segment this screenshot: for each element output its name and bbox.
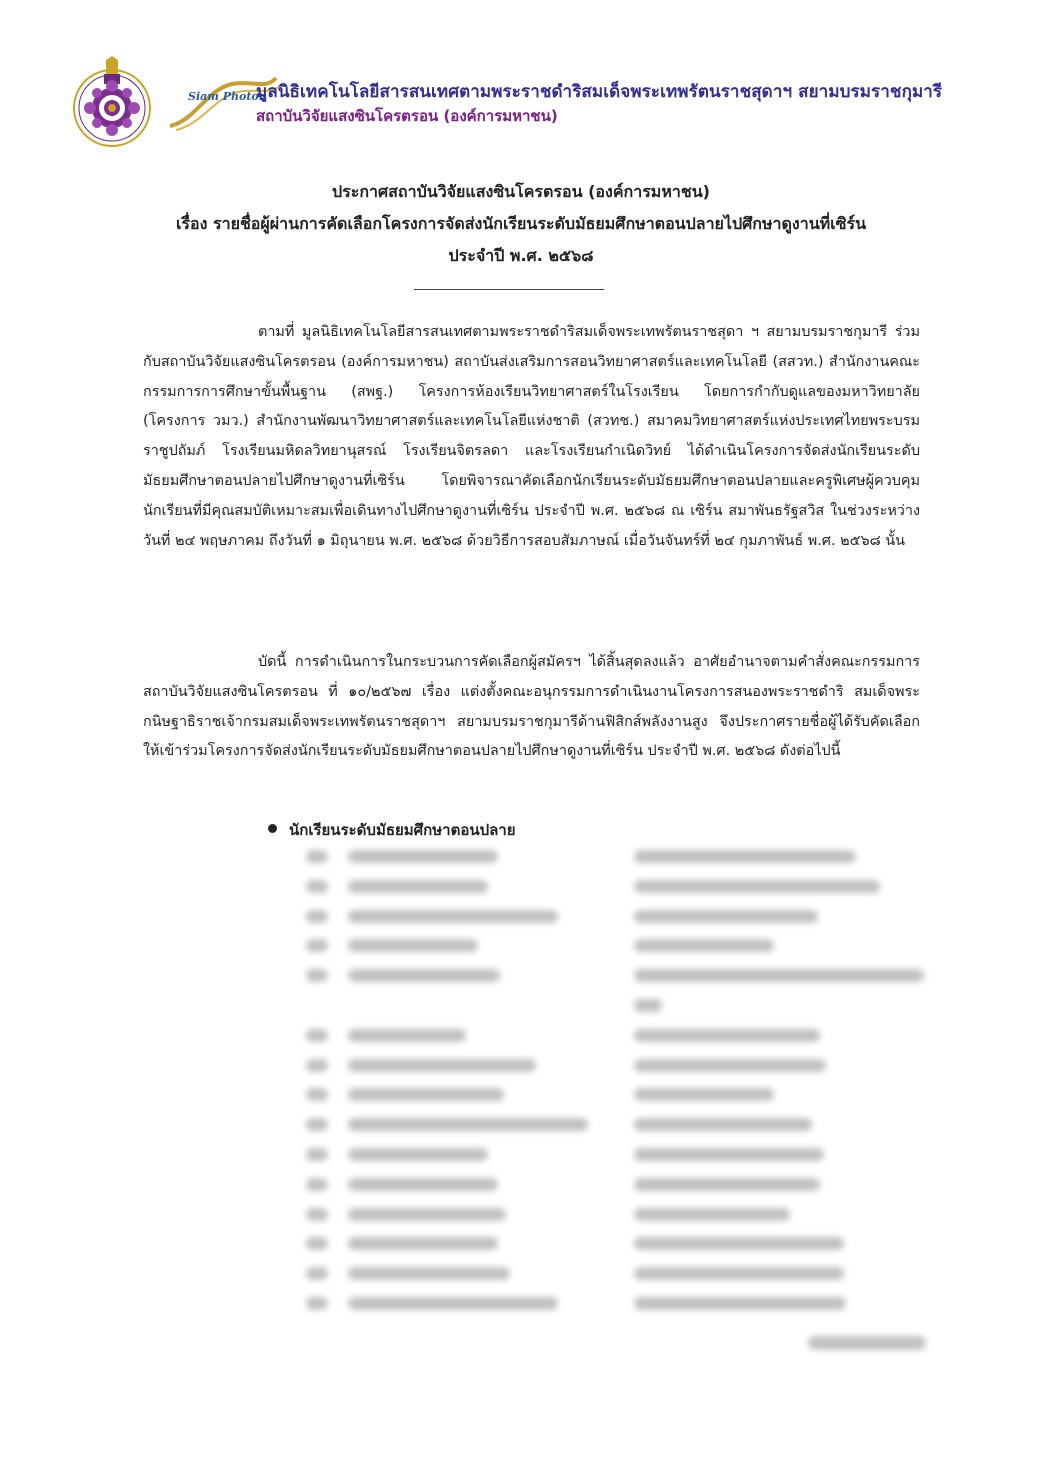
selected-students-list-redacted	[306, 844, 946, 1321]
foundation-name: มูลนิธิเทคโนโลยีสารสนเทศตามพระราชดำริสมเด็จพระเทพรัตนราชสุดาฯ สยามบรมราชกุมารี	[256, 82, 943, 102]
list-item	[306, 844, 946, 874]
foundation-seal-logo	[66, 56, 158, 150]
section-heading-text: นักเรียนระดับมัธยมศึกษาตอนปลาย	[289, 821, 516, 839]
paragraph-2	[143, 648, 920, 767]
list-item	[306, 1261, 946, 1291]
announcement-title	[80, 176, 962, 272]
paragraph-1-text: ตามที่ มูลนิธิเทคโนโลยีสารสนเทศตามพระราชดำริสมเด็จพระเทพรัตนราชสุดา ฯ สยามบรมราชกุมารี ร่วมกับสถาบันวิจัยแสงซินโครตรอน (องค์การมหาชน) สถาบันส่งเสริมการสอนวิทยาศาสตร์และเทคโนโลยี (สสวท.) สำนักงานคณะกรรมการการศึกษาขั้นพื้นฐาน (สพฐ.) โครงการห้องเรียนวิทยาศาสตร์ในโรงเรียน โดยการกำกับดูแลของมหาวิทยาลัย (โครงการ วมว.) สำนักงานพัฒนาวิทยาศาสตร์และเทคโนโลยีแห่งชาติ (สวทช.) สมาคมวิทยาศาสตร์แห่งประเทศไทยพระบรมราชูปถัมภ์ โรงเรียนมหิดลวิทยานุสรณ์ โรงเรียนจิตรลดา และโรงเรียนกำเนิดวิทย์ ได้ดำเนินโครงการจัดส่งนักเรียนระดับมัธยมศึกษาตอนปลายไปศึกษาดูงานที่เซิร์น โดยพิจารณาคัดเลือกนักเรียนระดับมัธยมศึกษาตอนปลายและครูพิเศษผู้ควบคุมนักเรียนที่มีคุณสมบัติเหมาะสมเพื่อเดินทางไปศึกษาดูงานที่เซิร์น ประจำปี พ.ศ. ๒๕๖๘ ณ เซิร์น สมาพันธรัฐสวิส ในช่วงระหว่างวันที่ ๒๔ พฤษภาคม ถึงวันที่ ๑ มิถุนายน พ.ศ. ๒๕๖๘ ด้วยวิธีการสอบสัมภาษณ์ เมื่อวันจันทร์ที่ ๒๔ กุมภาพันธ์ พ.ศ. ๒๕๖๘ นั้น	[143, 324, 920, 549]
paragraph-1	[143, 318, 920, 556]
list-item	[306, 1142, 946, 1172]
list-item	[306, 874, 946, 904]
title-divider	[414, 289, 604, 290]
institute-name: สถาบันวิจัยแสงซินโครตรอน (องค์การมหาชน)	[256, 107, 558, 125]
title-line-2: เรื่อง รายชื่อผู้ผ่านการคัดเลือกโครงการจัดส่งนักเรียนระดับมัธยมศึกษาตอนปลายไปศึกษาดูงานที่เซิร์น	[175, 214, 867, 233]
page-continuation-note-redacted	[808, 1336, 926, 1350]
letterhead	[66, 56, 986, 152]
list-item	[306, 904, 946, 934]
list-item	[306, 1202, 946, 1232]
list-item	[306, 1053, 946, 1083]
list-item	[306, 1112, 946, 1142]
list-item	[306, 1023, 946, 1053]
title-line-1: ประกาศสถาบันวิจัยแสงซินโครตรอน (องค์การมหาชน)	[331, 182, 710, 201]
paragraph-2-text: บัดนี้ การดำเนินการในกระบวนการคัดเลือกผู้สมัครฯ ได้สิ้นสุดลงแล้ว อาศัยอำนาจตามคำสั่งคณะกรรมการสถาบันวิจัยแสงซินโครตรอน ที่ ๑๐/๒๕๖๗ เรื่อง แต่งตั้งคณะอนุกรรมการดำเนินงานโครงการสนองพระราชดำริ สมเด็จพระกนิษฐาธิราชเจ้ากรมสมเด็จพระเทพรัตนราชสุดาฯ สยามบรมราชกุมารีด้านฟิสิกส์พลังงานสูง จึงประกาศรายชื่อผู้ได้รับคัดเลือกให้เข้าร่วมโครงการจัดส่งนักเรียนระดับมัธยมศึกษาตอนปลายไปศึกษาดูงานที่เซิร์น ประจำปี พ.ศ. ๒๕๖๘ ดังต่อไปนี้	[143, 654, 920, 760]
list-item	[306, 933, 946, 963]
list-item	[306, 1291, 946, 1321]
list-item	[306, 1172, 946, 1202]
title-line-3: ประจำปี พ.ศ. ๒๕๖๘	[448, 246, 594, 265]
list-item	[306, 1231, 946, 1261]
section-heading	[268, 818, 516, 842]
list-item	[306, 1082, 946, 1112]
svg-text:Siam Photon: Siam Photon	[188, 90, 267, 103]
bullet-icon	[268, 824, 277, 833]
list-item	[306, 963, 946, 1023]
